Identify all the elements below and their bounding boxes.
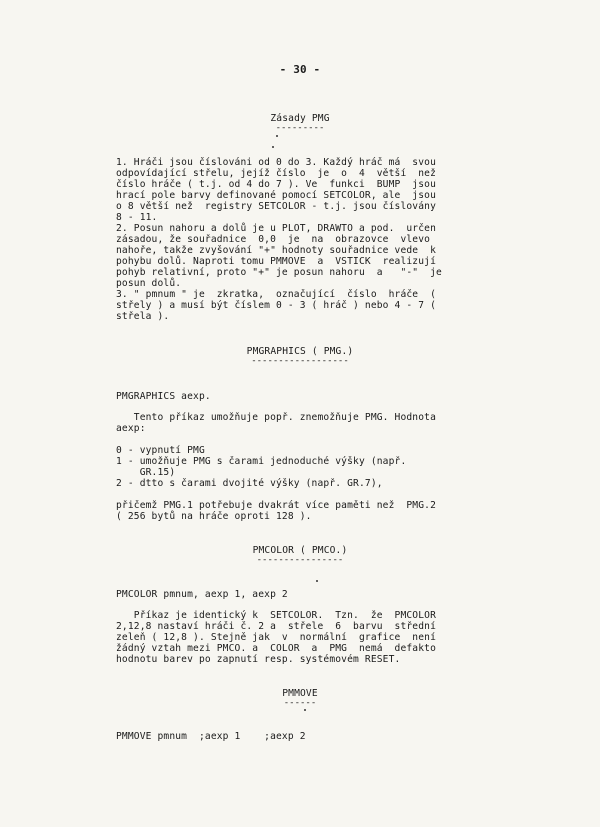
section-title-underline: ------ [283,698,317,708]
paragraph-line: žádný vztah mezi PMCO. a COLOR a PMG nemá defakto [116,643,436,654]
paragraph-line: zeleň ( 12,8 ). Stejně jak v normální grafice není [116,632,436,643]
paragraph-line: nahoře, takže zvyšování "+" hodnoty souřadnice vede k [116,245,436,256]
paragraph-line: 1. Hráči jsou číslováni od 0 do 3. Každý hráč má svou [116,157,436,168]
paragraph-line: ( 256 bytů na hráče oproti 128 ). [116,511,312,522]
option-line: GR.15) [116,467,176,478]
option-line: 0 - vypnutí PMG [116,445,205,456]
paragraph-line: o 8 větší než registry SETCOLOR - t.j. jsou číslovány [116,201,436,212]
paragraph-line: 3. " pmnum " je zkratka, označující číslo hráče ( [116,289,436,300]
paragraph-line: číslo hráče ( t.j. od 4 do 7 ). Ve funkci BUMP jsou [116,179,436,190]
paragraph-line: Příkaz je identický k SETCOLOR. Tzn. že PMCOLOR [116,610,436,621]
speck-mark [276,135,278,137]
syntax-line: PMCOLOR pmnum, aexp 1, aexp 2 [116,589,288,600]
speck-mark [272,146,274,148]
section-title-pmcolor: PMCOLOR ( PMCO.) [252,545,348,556]
paragraph-line: posun dolů. [116,278,182,289]
option-line: 1 - umožňuje PMG s čarami jednoduché výšky (např. [116,456,407,467]
page-number: - 30 - [279,63,321,76]
paragraph-line: Tento příkaz umožňuje popř. znemožňuje PMG. Hodnota [116,412,436,423]
paragraph-line: přičemž PMG.1 potřebuje dvakrát více paměti než PMG.2 [116,500,436,511]
paragraph-line: pohybu dolů. Naproti tomu PMMOVE a VSTICK realizují [116,256,436,267]
syntax-line: PMMOVE pmnum ;aexp 1 ;aexp 2 [116,731,306,742]
speck-mark [316,580,318,582]
paragraph-line: střela ). [116,311,170,322]
section-title-pmmove: PMMOVE [282,688,318,699]
section-title-zasady-pmg: Zásady PMG [270,113,330,124]
paragraph-line: odpovídající střelu, jejíž číslo je o 4 větší než [116,168,436,179]
paragraph-line: pohyb relativní, proto "+" je posun nahoru a "-" je [116,267,442,278]
section-title-underline: --------- [275,123,325,133]
speck-mark [304,709,306,711]
paragraph-line: hrací pole barvy definované pomocí SETCOLOR, ale jsou [116,190,436,201]
section-title-underline: ------------------ [251,356,349,366]
option-line: 2 - dtto s čarami dvojité výšky (např. GR.7), [116,478,383,489]
paragraph-line: zásadou, že souřadnice 0,0 je na obrazovce vlevo [116,234,431,245]
paragraph-line: střely ) a musí být číslem 0 - 3 ( hráč ) nebo 4 - 7 ( [116,300,436,311]
paragraph-line: hodnotu barev po zapnutí resp. systémovém RESET. [116,654,401,665]
paragraph-line: 8 - 11. [116,212,158,223]
paragraph-line: aexp: [116,423,146,434]
syntax-line: PMGRAPHICS aexp. [116,391,211,402]
paragraph-line: 2,12,8 nastaví hráči č. 2 a střele 6 barvu střední [116,621,436,632]
section-title-underline: ---------------- [256,555,344,565]
section-title-pmgraphics: PMGRAPHICS ( PMG.) [246,346,354,357]
paragraph-line: 2. Posun nahoru a dolů je u PLOT, DRAWTO a pod. určen [116,223,436,234]
